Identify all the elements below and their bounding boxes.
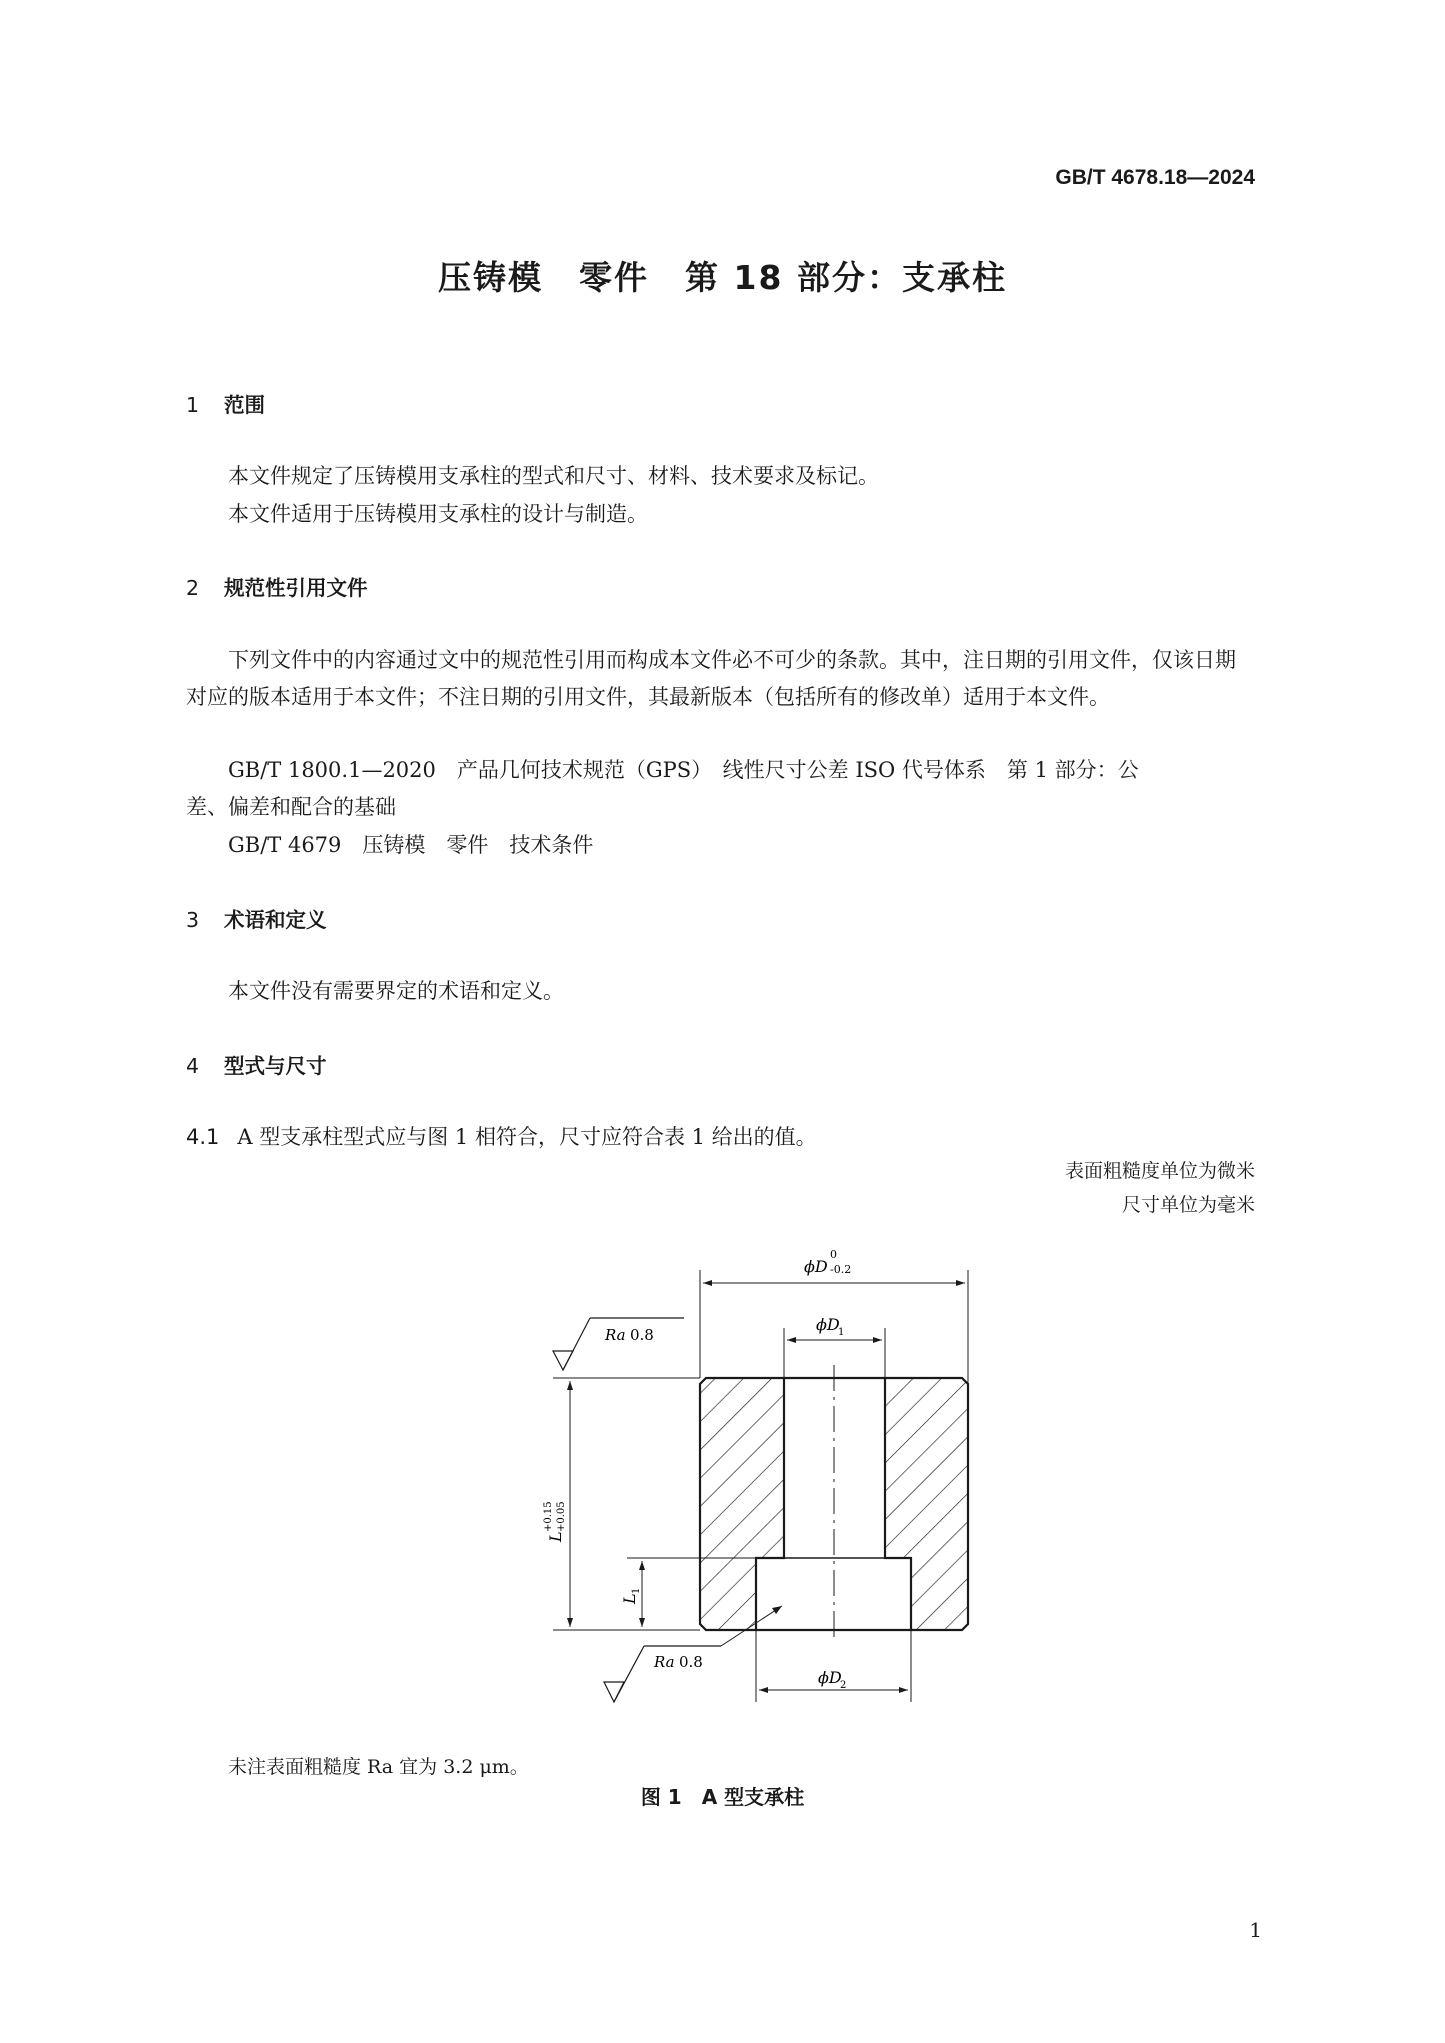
section-4-number: 4: [186, 1054, 200, 1078]
dim-L1-label: L: [620, 1593, 639, 1604]
section-3-title: 术语和定义: [224, 908, 327, 932]
dim-D2-label: ϕD: [818, 1668, 842, 1687]
dim-L-tol-lower: +0.05: [556, 1501, 567, 1532]
section-1-title: 范围: [224, 393, 265, 417]
section-4-title: 型式与尺寸: [224, 1054, 327, 1078]
figure-caption: 图 1 A 型支承柱: [640, 1785, 805, 1809]
section-1-paragraph-2: 本文件适用于压铸模用支承柱的设计与制造。: [228, 502, 648, 526]
dim-L-tol-upper: +0.15: [543, 1501, 554, 1532]
title-part-3: 第 18 部分：支承柱: [685, 258, 1007, 297]
reference-1-line-2: 差、偏差和配合的基础: [186, 795, 396, 819]
page-number: 1: [1249, 1918, 1262, 1942]
figure-note: 未注表面粗糙度 Ra 宜为 3.2 μm。: [228, 1756, 529, 1778]
document-code: GB/T 4678.18—2024: [1055, 166, 1255, 189]
title-part-1: 压铸模: [438, 258, 544, 297]
svg-text:Ra: Ra: [605, 1326, 626, 1344]
title-part-2: 零件: [579, 258, 650, 297]
section-2-number: 2: [186, 576, 200, 600]
clause-4-1-number: 4.1: [186, 1125, 220, 1149]
reference-2: GB/T 4679 压铸模 零件 技术条件: [228, 833, 594, 857]
pillar-section-right: [885, 1378, 968, 1630]
svg-text:0.8: 0.8: [630, 1326, 654, 1344]
section-2-title: 规范性引用文件: [224, 576, 368, 600]
dim-D-tol-lower: -0.2: [830, 1263, 852, 1276]
clause-4-1-text: A 型支承柱型式应与图 1 相符合，尺寸应符合表 1 给出的值。: [237, 1125, 817, 1149]
svg-text:Ra: Ra: [654, 1653, 675, 1671]
roughness-symbol-top: [553, 1318, 684, 1370]
dim-D2-sub: 2: [840, 1680, 847, 1691]
dim-D-tol-upper: 0: [830, 1248, 837, 1261]
section-2-paragraph: 下列文件中的内容通过文中的规范性引用而构成本文件必不可少的条款。其中，注日期的引用文件，仅该日期对应的版本适用于本文件；不注日期的引用文件，其最新版本（包括所有的修改单）适用于本文件。: [186, 648, 1236, 709]
section-3-paragraph: 本文件没有需要界定的术语和定义。: [228, 979, 564, 1003]
section-3-number: 3: [186, 908, 200, 932]
dim-D1-label: ϕD: [816, 1315, 840, 1334]
dimension-unit-note: 尺寸单位为毫米: [1121, 1194, 1255, 1216]
section-1-number: 1: [186, 393, 200, 417]
reference-1-line-1: GB/T 1800.1—2020 产品几何技术规范（GPS） 线性尺寸公差 ISO 代号体系 第 1 部分：公: [228, 758, 1139, 782]
roughness-unit-note: 表面粗糙度单位为微米: [1064, 1160, 1255, 1182]
section-1-paragraph-1: 本文件规定了压铸模用支承柱的型式和尺寸、材料、技术要求及标记。: [228, 464, 879, 488]
dim-D1-sub: 1: [838, 1327, 845, 1338]
dim-L1-sub: 1: [631, 1587, 642, 1594]
dim-D-label: ϕD: [804, 1257, 828, 1276]
pillar-section-left: [700, 1378, 784, 1630]
svg-text:0.8: 0.8: [679, 1653, 703, 1671]
dim-L-label: L: [546, 1531, 565, 1542]
